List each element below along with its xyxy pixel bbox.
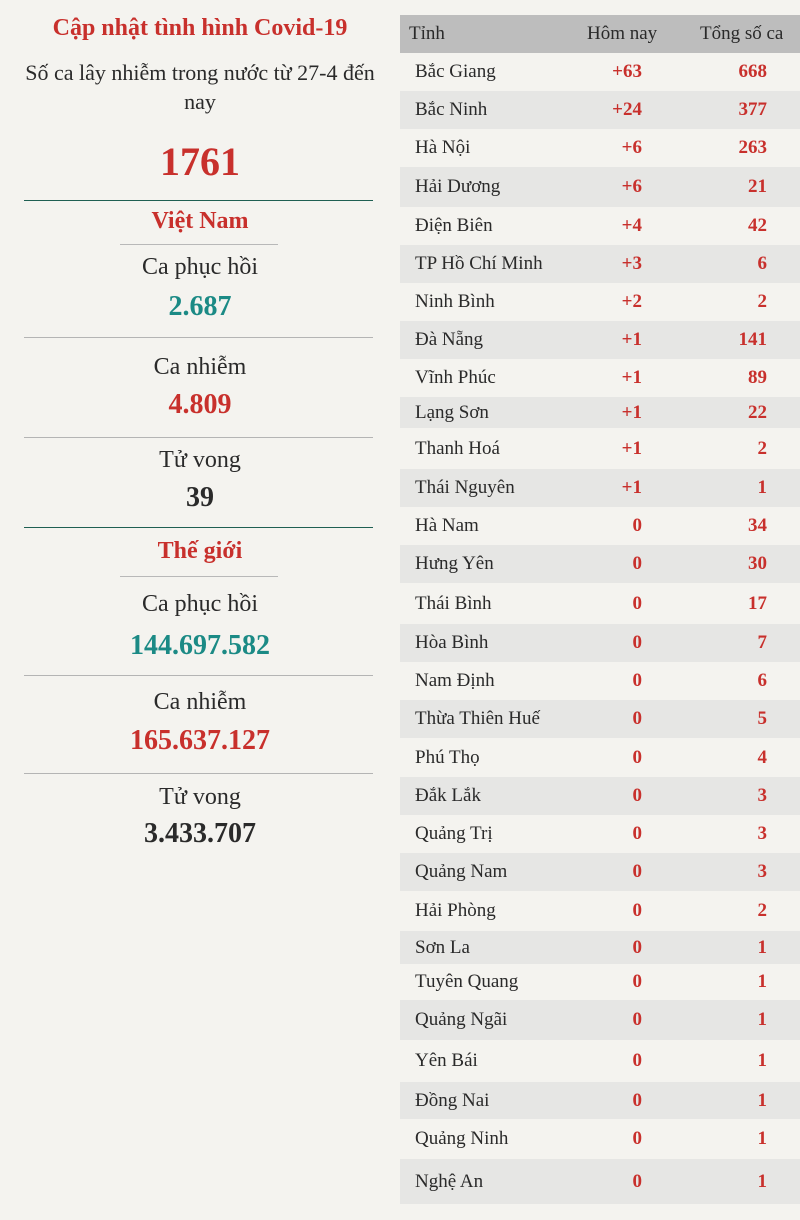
table-row [400, 777, 800, 815]
today-cell: +4 [621, 215, 642, 236]
divider [24, 337, 373, 338]
divider [120, 244, 278, 245]
today-cell: +6 [621, 137, 642, 158]
table-row [400, 1082, 800, 1119]
today-cell: 0 [632, 900, 642, 921]
province-cell: Bắc Giang [415, 61, 496, 82]
total-cell: 22 [748, 401, 767, 423]
table-row [400, 545, 800, 583]
world-infected-value: 165.637.127 [130, 725, 270, 756]
province-cell: Hòa Bình [415, 632, 489, 653]
total-cell: 668 [738, 61, 767, 82]
today-cell: +1 [621, 367, 642, 388]
province-cell: Vĩnh Phúc [415, 367, 496, 388]
province-cell: Đà Nẵng [415, 329, 484, 350]
today-cell: 0 [632, 553, 642, 574]
table-row [400, 815, 800, 853]
divider [24, 437, 373, 438]
province-cell: Hưng Yên [415, 553, 494, 574]
vn-recovered-value: 2.687 [168, 291, 232, 322]
today-cell: 0 [632, 1089, 642, 1111]
table-row [400, 129, 800, 167]
table-row [400, 1000, 800, 1040]
province-cell: Thái Nguyên [415, 477, 515, 498]
table-row [400, 624, 800, 662]
world-deaths-label: Tử vong [159, 784, 241, 810]
today-cell: 0 [632, 746, 642, 768]
province-cell: Điện Biên [415, 215, 493, 236]
today-cell: 0 [632, 1009, 642, 1030]
today-cell: 0 [632, 1050, 642, 1071]
vn-deaths-value: 39 [186, 482, 214, 513]
province-cell: Quảng Ninh [415, 1128, 509, 1149]
table-row [400, 245, 800, 283]
today-cell: +6 [621, 176, 642, 197]
province-cell: Ninh Bình [415, 291, 495, 312]
total-cell: 3 [757, 861, 767, 882]
today-cell: +1 [621, 329, 642, 350]
total-cell: 377 [738, 99, 767, 120]
today-cell: 0 [632, 785, 642, 806]
table-row [400, 662, 800, 700]
today-cell: 0 [632, 632, 642, 653]
province-cell: Quảng Nam [415, 861, 508, 882]
total-cell: 2 [757, 900, 767, 921]
total-cell: 1 [757, 477, 767, 498]
vn-infected-label: Ca nhiễm [153, 354, 247, 380]
table-row [400, 853, 800, 891]
total-cell: 5 [757, 708, 767, 729]
table-row [400, 359, 800, 397]
domestic-subtitle: Số ca lây nhiễm trong nước từ 27-4 đến nay [25, 60, 375, 114]
province-cell: Bắc Ninh [415, 99, 488, 120]
table-header [400, 15, 800, 53]
province-cell: Thái Bình [415, 592, 492, 614]
table-row [400, 283, 800, 321]
total-cell: 2 [757, 437, 767, 459]
table-row [400, 428, 800, 469]
table-row [400, 91, 800, 129]
world-recovered-value: 144.697.582 [130, 630, 270, 661]
table-row [400, 700, 800, 738]
province-cell: Quảng Ngãi [415, 1009, 508, 1030]
table-row [400, 507, 800, 545]
province-cell: Đồng Nai [415, 1089, 490, 1111]
province-cell: Lạng Sơn [415, 401, 489, 423]
total-cell: 2 [757, 291, 767, 312]
today-cell: 0 [632, 592, 642, 614]
total-cell: 21 [748, 176, 767, 197]
total-cell: 6 [757, 670, 767, 691]
world-deaths-value: 3.433.707 [144, 818, 256, 849]
province-cell: Quảng Trị [415, 823, 493, 844]
province-cell: Phú Thọ [415, 746, 480, 768]
total-cell: 6 [757, 253, 767, 274]
today-cell: 0 [632, 861, 642, 882]
today-cell: +1 [621, 437, 642, 459]
world-recovered-label: Ca phục hồi [142, 591, 258, 617]
total-cell: 1 [757, 971, 767, 992]
province-cell: Hải Dương [415, 176, 501, 197]
divider [24, 527, 373, 528]
total-cell: 4 [757, 746, 767, 768]
province-cell: Yên Bái [415, 1050, 478, 1071]
table-row [400, 207, 800, 245]
total-cell: 17 [748, 592, 767, 614]
table-row [400, 469, 800, 507]
today-cell: 0 [632, 708, 642, 729]
table-row [400, 1159, 800, 1204]
province-table [400, 15, 800, 1204]
world-heading: Thế giới [157, 538, 243, 564]
divider [24, 200, 373, 201]
vn-infected-value: 4.809 [168, 389, 232, 420]
today-cell: +24 [612, 99, 642, 120]
vn-deaths-label: Tử vong [159, 447, 241, 473]
table-row [400, 931, 800, 964]
table-row [400, 167, 800, 207]
table-row [400, 891, 800, 931]
today-cell: +2 [621, 291, 642, 312]
total-cell: 263 [738, 137, 767, 158]
total-cell: 1 [757, 1128, 767, 1149]
table-row [400, 1040, 800, 1082]
today-cell: +63 [612, 61, 642, 82]
today-cell: 0 [632, 1170, 642, 1192]
page-title: Cập nhật tình hình Covid-19 [52, 15, 348, 41]
table-row [400, 397, 800, 428]
header-province: Tỉnh [409, 23, 445, 44]
province-cell: TP Hồ Chí Minh [415, 253, 543, 274]
province-cell: Sơn La [415, 936, 470, 958]
table-row [400, 738, 800, 777]
province-cell: Đắk Lắk [415, 785, 481, 806]
total-cell: 7 [757, 632, 767, 653]
total-cell: 1 [757, 1009, 767, 1030]
vn-recovered-label: Ca phục hồi [142, 254, 258, 280]
table-body [400, 53, 800, 1204]
total-cell: 3 [757, 823, 767, 844]
table-row [400, 1119, 800, 1159]
header-today: Hôm nay [587, 23, 658, 44]
today-cell: 0 [632, 823, 642, 844]
province-cell: Nam Định [415, 670, 495, 691]
today-cell: 0 [632, 515, 642, 536]
divider [24, 675, 373, 676]
province-cell: Hải Phòng [415, 900, 496, 921]
table-row [400, 53, 800, 91]
total-cell: 89 [748, 367, 767, 388]
total-cell: 1 [757, 1170, 767, 1192]
domestic-total: 1761 [160, 139, 240, 184]
divider [24, 773, 373, 774]
vietnam-heading: Việt Nam [151, 208, 249, 234]
total-cell: 141 [738, 329, 767, 350]
today-cell: +3 [621, 253, 642, 274]
total-cell: 1 [757, 1050, 767, 1071]
table-row [400, 964, 800, 1000]
total-cell: 34 [748, 515, 767, 536]
province-cell: Tuyên Quang [415, 971, 519, 992]
province-cell: Nghệ An [415, 1170, 484, 1192]
today-cell: 0 [632, 971, 642, 992]
total-cell: 3 [757, 785, 767, 806]
divider [120, 576, 278, 577]
world-infected-label: Ca nhiễm [153, 689, 247, 715]
header-total: Tổng số ca [700, 23, 784, 44]
today-cell: +1 [621, 401, 642, 423]
table-row [400, 583, 800, 624]
today-cell: 0 [632, 670, 642, 691]
province-cell: Hà Nội [415, 137, 471, 158]
total-cell: 1 [757, 936, 767, 958]
today-cell: 0 [632, 936, 642, 958]
total-cell: 1 [757, 1089, 767, 1111]
total-cell: 30 [748, 553, 767, 574]
province-cell: Hà Nam [415, 515, 479, 536]
province-cell: Thanh Hoá [415, 437, 500, 459]
province-cell: Thừa Thiên Huế [415, 708, 540, 729]
today-cell: 0 [632, 1128, 642, 1149]
table-row [400, 321, 800, 359]
total-cell: 42 [748, 215, 767, 236]
today-cell: +1 [621, 477, 642, 498]
